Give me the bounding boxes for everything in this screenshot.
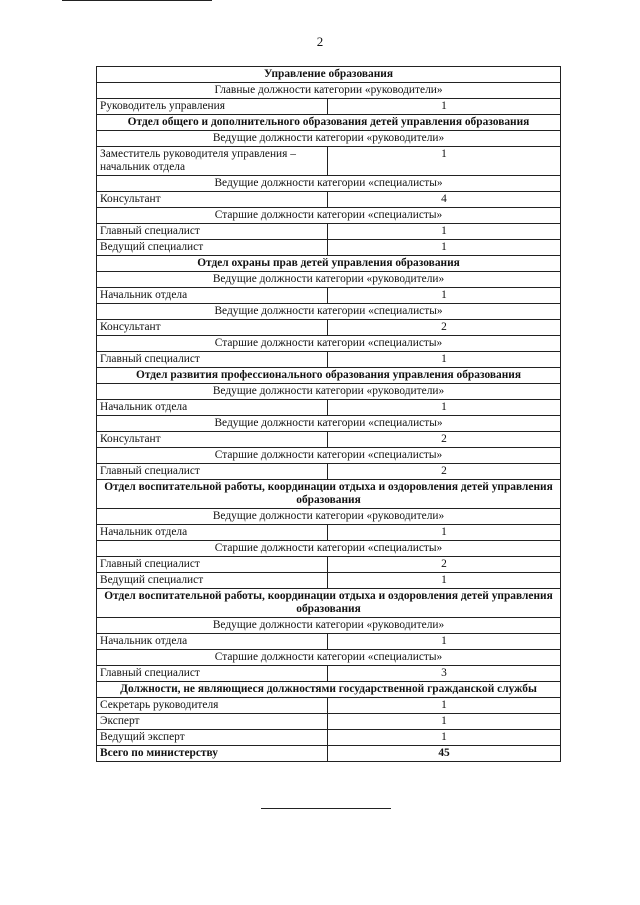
- position-count: 1: [328, 525, 561, 541]
- category-row: [97, 272, 561, 288]
- category-title: Старшие должности категории «специалисты»: [97, 208, 561, 224]
- section-header-row: [97, 589, 561, 618]
- category-row: [97, 618, 561, 634]
- position-count: 1: [328, 352, 561, 368]
- category-row: [97, 509, 561, 525]
- section-header-row: [97, 480, 561, 509]
- category-title: Ведущие должности категории «руководители»: [97, 384, 561, 400]
- position-row: [97, 714, 561, 730]
- category-title: Ведущие должности категории «специалисты»: [97, 416, 561, 432]
- position-count: 1: [328, 714, 561, 730]
- category-row: [97, 176, 561, 192]
- position-count: 2: [328, 557, 561, 573]
- position-count: 1: [328, 147, 561, 176]
- section-header-row: [97, 256, 561, 272]
- position-name: Ведущий специалист: [97, 240, 328, 256]
- position-count: 2: [328, 320, 561, 336]
- category-title: Старшие должности категории «специалисты»: [97, 541, 561, 557]
- position-name: Главный специалист: [97, 352, 328, 368]
- section-title: Отдел общего и дополнительного образования детей управления образования: [97, 115, 561, 131]
- position-count: 1: [328, 573, 561, 589]
- category-row: [97, 384, 561, 400]
- position-name: Начальник отдела: [97, 634, 328, 650]
- position-row: [97, 192, 561, 208]
- position-row: [97, 320, 561, 336]
- category-title: Ведущие должности категории «специалисты»: [97, 304, 561, 320]
- section-title: Отдел воспитательной работы, координации отдыха и оздоровления детей управления образования: [97, 589, 561, 618]
- total-label: Всего по министерству: [97, 746, 328, 762]
- position-name: Начальник отдела: [97, 525, 328, 541]
- position-count: 1: [328, 730, 561, 746]
- section-header-row: [97, 682, 561, 698]
- position-count: 1: [328, 698, 561, 714]
- position-name: Заместитель руководителя управления – начальник отдела: [97, 147, 328, 176]
- position-name: Консультант: [97, 432, 328, 448]
- section-title: Отдел развития профессионального образования управления образования: [97, 368, 561, 384]
- position-row: [97, 400, 561, 416]
- position-row: [97, 557, 561, 573]
- position-count: 3: [328, 666, 561, 682]
- position-count: 1: [328, 400, 561, 416]
- position-name: Главный специалист: [97, 224, 328, 240]
- position-row: [97, 634, 561, 650]
- position-name: Главный специалист: [97, 557, 328, 573]
- staff-table: [96, 66, 561, 762]
- category-title: Ведущие должности категории «руководители»: [97, 272, 561, 288]
- position-name: Начальник отдела: [97, 400, 328, 416]
- category-row: [97, 83, 561, 99]
- category-row: [97, 541, 561, 557]
- position-count: 2: [328, 464, 561, 480]
- bottom-rule: [261, 808, 391, 809]
- category-title: Старшие должности категории «специалисты»: [97, 336, 561, 352]
- category-title: Старшие должности категории «специалисты»: [97, 650, 561, 666]
- category-row: [97, 336, 561, 352]
- category-title: Ведущие должности категории «руководители»: [97, 509, 561, 525]
- section-title: Отдел воспитательной работы, координации отдыха и оздоровления детей управления образования: [97, 480, 561, 509]
- category-title: Ведущие должности категории «руководители»: [97, 618, 561, 634]
- position-row: [97, 525, 561, 541]
- total-count: 45: [328, 746, 561, 762]
- position-name: Секретарь руководителя: [97, 698, 328, 714]
- category-row: [97, 448, 561, 464]
- position-count: 4: [328, 192, 561, 208]
- section-title: Управление образования: [97, 67, 561, 83]
- category-title: Ведущие должности категории «руководители»: [97, 131, 561, 147]
- position-row: [97, 288, 561, 304]
- position-row: [97, 352, 561, 368]
- total-row: [97, 746, 561, 762]
- position-row: [97, 432, 561, 448]
- position-name: Начальник отдела: [97, 288, 328, 304]
- position-row: [97, 730, 561, 746]
- position-row: [97, 99, 561, 115]
- position-row: [97, 698, 561, 714]
- category-row: [97, 650, 561, 666]
- staff-table-body: [97, 67, 561, 762]
- position-name: Главный специалист: [97, 464, 328, 480]
- category-row: [97, 304, 561, 320]
- position-name: Главный специалист: [97, 666, 328, 682]
- top-rule: [62, 0, 212, 1]
- position-name: Консультант: [97, 192, 328, 208]
- position-count: 1: [328, 240, 561, 256]
- position-row: [97, 573, 561, 589]
- position-row: [97, 147, 561, 176]
- position-row: [97, 464, 561, 480]
- position-name: Ведущий специалист: [97, 573, 328, 589]
- category-row: [97, 416, 561, 432]
- section-header-row: [97, 115, 561, 131]
- category-row: [97, 131, 561, 147]
- category-title: Ведущие должности категории «специалисты»: [97, 176, 561, 192]
- position-count: 2: [328, 432, 561, 448]
- position-count: 1: [328, 224, 561, 240]
- category-title: Главные должности категории «руководители»: [97, 83, 561, 99]
- position-name: Консультант: [97, 320, 328, 336]
- position-name: Эксперт: [97, 714, 328, 730]
- section-title: Отдел охраны прав детей управления образования: [97, 256, 561, 272]
- position-count: 1: [328, 288, 561, 304]
- position-count: 1: [328, 634, 561, 650]
- category-title: Старшие должности категории «специалисты»: [97, 448, 561, 464]
- position-row: [97, 666, 561, 682]
- position-row: [97, 224, 561, 240]
- section-title: Должности, не являющиеся должностями государственной гражданской службы: [97, 682, 561, 698]
- position-name: Ведущий эксперт: [97, 730, 328, 746]
- section-header-row: [97, 67, 561, 83]
- section-header-row: [97, 368, 561, 384]
- position-row: [97, 240, 561, 256]
- position-count: 1: [328, 99, 561, 115]
- page-number: 2: [316, 34, 324, 49]
- position-name: Руководитель управления: [97, 99, 328, 115]
- category-row: [97, 208, 561, 224]
